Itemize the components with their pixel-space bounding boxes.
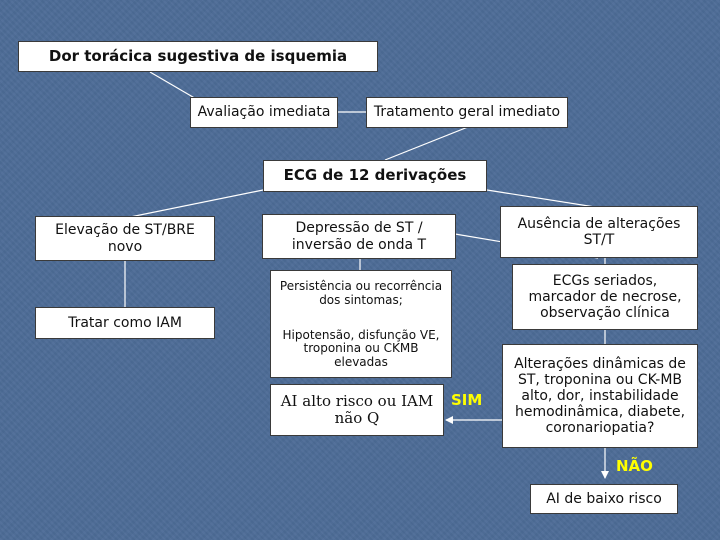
chest-pain-box bbox=[18, 41, 378, 72]
treat-as-ami-text: Tratar como IAM bbox=[68, 314, 182, 331]
st-depression-text: Depressão de ST / inversão de onda T bbox=[291, 220, 427, 253]
st-depression-box bbox=[262, 214, 456, 259]
no-st-changes-text: Ausência de alterações ST/T bbox=[517, 215, 681, 248]
low-risk-box bbox=[530, 484, 678, 514]
immediate-evaluation-text: Avaliação imediata bbox=[197, 104, 331, 121]
treat-as-ami-box bbox=[35, 307, 215, 339]
st-elevation-box bbox=[35, 216, 215, 261]
dynamic-changes-box bbox=[502, 344, 698, 448]
serial-ecgs-text: ECGs seriados, marcador de necrose, observação clínica bbox=[528, 272, 682, 322]
general-treatment-text: Tratamento geral imediato bbox=[373, 104, 561, 121]
st-elevation-text: Elevação de ST/BRE novo bbox=[55, 222, 195, 255]
yes-label: SIM bbox=[451, 391, 483, 409]
line-title-to-evaluation bbox=[150, 72, 198, 100]
general-treatment-box bbox=[366, 97, 568, 128]
line-treatment-to-ecg bbox=[385, 127, 468, 160]
line-ecg-to-no-changes bbox=[487, 190, 595, 207]
chest-pain-text: Dor torácica sugestiva de isquemia bbox=[48, 46, 348, 65]
ecg-text: ECG de 12 derivações bbox=[283, 166, 467, 185]
high-risk-box bbox=[270, 384, 444, 436]
immediate-evaluation-box bbox=[190, 97, 338, 128]
symptoms-box bbox=[270, 270, 452, 378]
hypotension-text: Hipotensão, disfunção VE, troponina ou CKMB elevadas bbox=[282, 327, 440, 370]
dynamic-changes-text: Alterações dinâmicas de ST, troponina ou CK-MB alto, dor, instabilidade hemodinâmica, diabete, coronariopatia? bbox=[514, 355, 686, 437]
persistence-text: Persistência ou recorrência dos sintomas; bbox=[279, 279, 443, 307]
line-ecg-to-elevation bbox=[125, 190, 263, 218]
no-st-changes-box bbox=[500, 206, 698, 258]
low-risk-text: AI de baixo risco bbox=[546, 490, 662, 507]
no-label: NÃO bbox=[616, 457, 653, 475]
serial-ecgs-box bbox=[512, 264, 698, 330]
ecg-box bbox=[263, 160, 487, 192]
high-risk-text: AI alto risco ou IAM não Q bbox=[280, 391, 434, 427]
